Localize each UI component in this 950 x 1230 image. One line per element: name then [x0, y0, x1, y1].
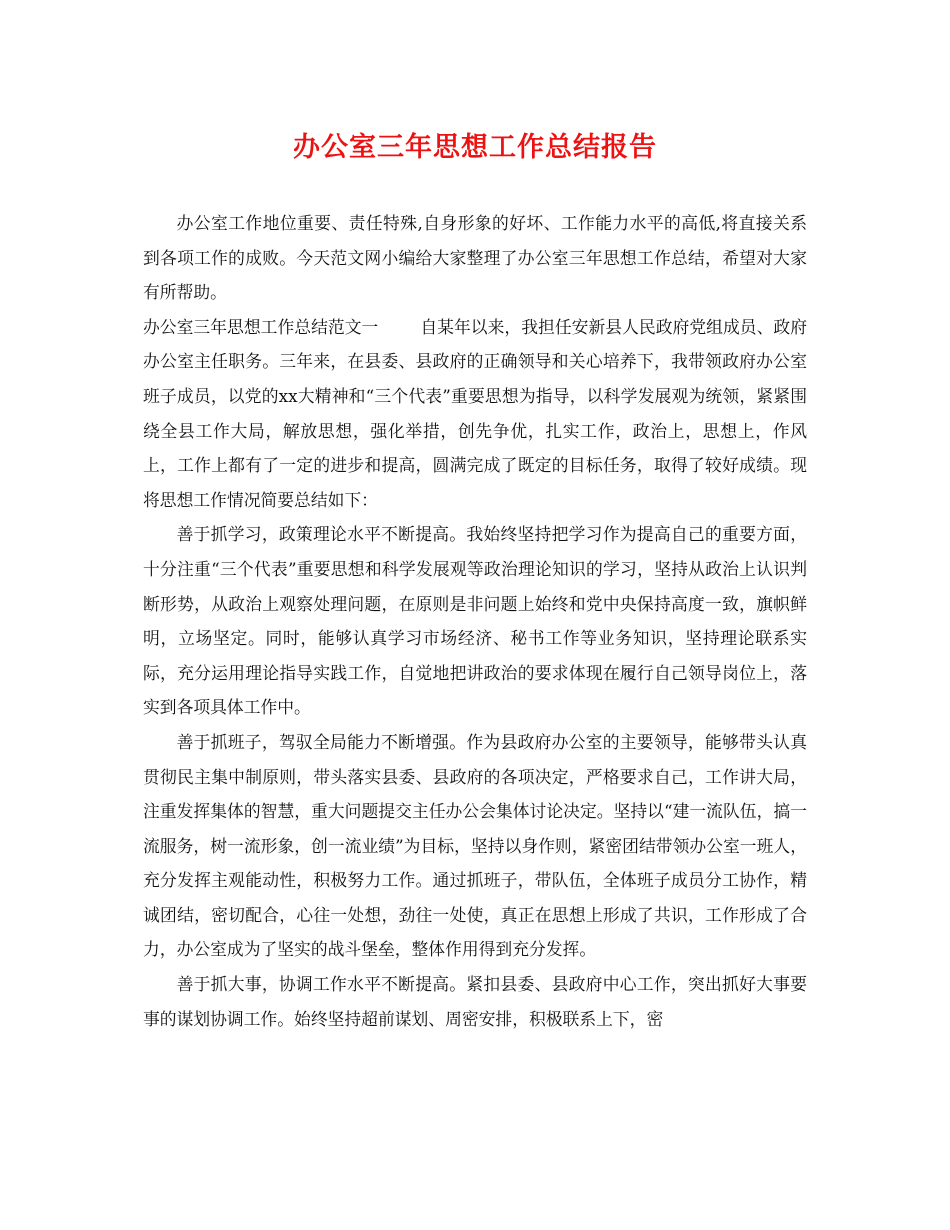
coordination-paragraph: 善于抓大事，协调工作水平不断提高。紧扣县委、县政府中心工作，突出抓好大事要事的谋划协调工作。始终坚持超前谋划、周密安排，积极联系上下，密 [143, 974, 807, 1029]
section-intro-text: 自某年以来，我担任安新县人民政府党组成员、政府办公室主任职务。三年来，在县委、县政府的正确领导和关心培养下，我带领政府办公室班子成员，以党的xx大精神和“三个代表”重要思想为指导，以科学发展观为统领，紧紧围绕全县工作大局，解放思想，强化举措，创先争优，扎实工作，政治上，思想上，作风上，工作上都有了一定的进步和提高，圆满完成了既定的目标任务，取得了较好成绩。现将思想工作情况简要总结如下： [143, 316, 807, 510]
study-paragraph: 善于抓学习，政策理论水平不断提高。我始终坚持把学习作为提高自己的重要方面，十分注重“三个代表”重要思想和科学发展观等政治理论知识的学习，坚持从政治上认识判断形势，从政治上观察处理问题，在原则是非问题上始终和党中央保持高度一致，旗帜鲜明，立场坚定。同时，能够认真学习市场经济、秘书工作等业务知识，坚持理论联系实际，充分运用理论指导实践工作，自觉地把讲政治的要求体现在履行自己领导岗位上，落实到各项具体工作中。 [143, 524, 807, 718]
section-heading: 办公室三年思想工作总结范文一 [143, 316, 379, 337]
document-title: 办公室三年思想工作总结报告 [293, 132, 657, 163]
document-body [143, 206, 807, 1036]
section-paragraph [143, 310, 807, 518]
team-paragraph: 善于抓班子，驾驭全局能力不断增强。作为县政府办公室的主要领导，能够带头认真贯彻民主集中制原则，带头落实县委、县政府的各项决定，严格要求自己，工作讲大局，注重发挥集体的智慧，重大问题提交主任办公会集体讨论决定。坚持以“建一流队伍，搞一流服务，树一流形象，创一流业绩”为目标，坚持以身作则，紧密团结带领办公室一班人，充分发挥主观能动性，积极努力工作。通过抓班子，带队伍，全体班子成员分工协作，精诚团结，密切配合，心往一处想，劲往一处使，真正在思想上形成了共识，工作形成了合力，办公室成为了坚实的战斗堡垒，整体作用得到充分发挥。 [143, 731, 807, 960]
intro-paragraph: 办公室工作地位重要、责任特殊,自身形象的好坏、工作能力水平的高低,将直接关系到各项工作的成败。今天范文网小编给大家整理了办公室三年思想工作总结，希望对大家有所帮助。 [143, 213, 807, 303]
